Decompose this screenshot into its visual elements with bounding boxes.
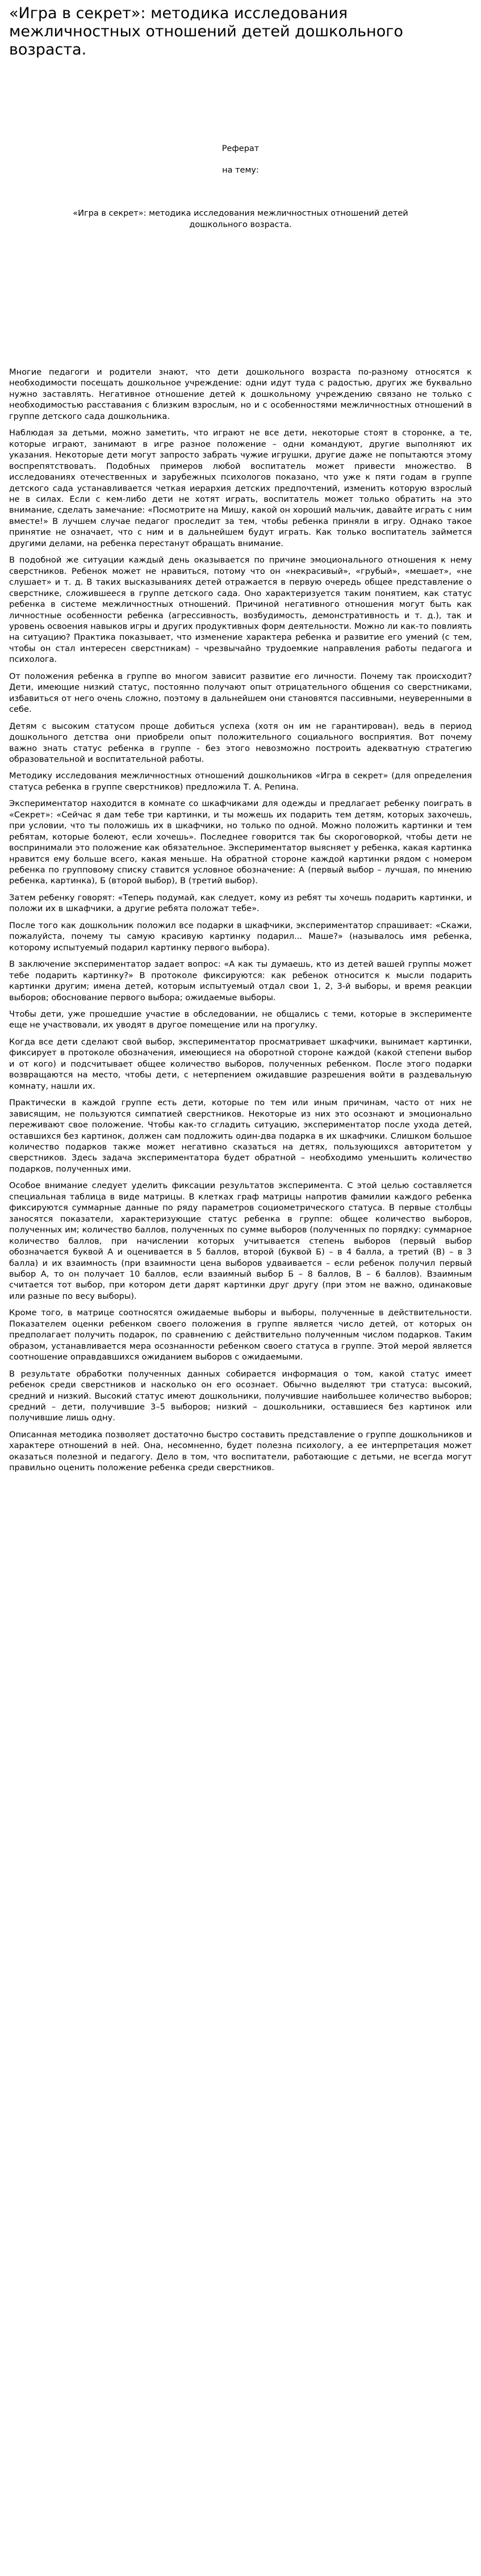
paragraph: В заключение экспериментатор задает вопрос: «А как ты думаешь, кто из детей вашей группы может тебе подарить картинку?» В протоколе фиксируются: как ребенок относится к мысли подарить картинки другим; имена детей, которым испытуемый отдал свои 1, 2, 3-й выборы, и время реакции выборов; обоснование первого выбора; ожидаемые выборы. bbox=[9, 959, 472, 1002]
page-title: «Игра в секрет»: методика исследования межличностных отношений детей дошкольного возраста. bbox=[9, 5, 403, 58]
paragraph: Практически в каждой группе есть дети, которые по тем или иным причинам, часто от них не зависящим, не пользуются симпатией сверстников. Некоторые из них это осознают и эмоционально переживают свое положение. Чтобы как-то сгладить ситуацию, экспериментатор после ухода детей, оставшихся без картинок, должен сам подложить один-два подарка в их шкафчики. Слишком большое количество подарков также может негативно сказаться на детях, пользующихся авторитетом у сверстников. Здесь задача экспериментатора будет обратной – необходимо уменьшить количество подарков, полученных ими. bbox=[9, 1098, 472, 1174]
topic-label: на тему: bbox=[222, 166, 259, 175]
paragraph: В результате обработки полученных данных собирается информация о том, какой статус имеет ребенок среди сверстников и насколько он его осознает. Обычно выделяют три статуса: высокий, средний и низкий. Высокий статус имеют дошкольники, получившие наибольшее количество выборов; средний – дети, получившие 3–5 выборов; низкий – дошкольники, оставшиеся без картинок или получившие лишь одну. bbox=[9, 1369, 472, 1423]
paragraph: Детям с высоким статусом проще добиться успеха (хотя он им не гарантирован), ведь в период дошкольного детства они приобрели опыт положительного социального восприятия. Вот почему важно знать статус ребенка в группе - без этого невозможно построить адекватную стратегию образовательной и воспитательной работы. bbox=[9, 721, 472, 764]
paragraph: Экспериментатор находится в комнате со шкафчиками для одежды и предлагает ребенку поиграть в «Секрет»: «Сейчас я дам тебе три картинки, и ты можешь их подарить тем детям, которых захочешь, при условии, что ты положишь их в шкафчики, но только по одной. Можно положить картинки и тем ребятам, которые болеют, если хочешь». Последнее говорится так бы скороговоркой, чтобы дети не воспринимали это положение как обязательное. Экспериментатор выясняет у ребенка, какая картинка нравится ему больше всего, какая меньше. На обратной стороне каждой картинки рядом с номером ребенка по групповому списку ставится условное обозначение: А (первый выбор – лучшая, по мнению ребенка, картинка), Б (второй выбор), В (третий выбор). bbox=[9, 799, 472, 886]
referat-label: Реферат bbox=[221, 144, 260, 153]
paragraph: В подобной же ситуации каждый день оказывается по причине эмоционального отношения к нему сверстников. Ребенок может не нравиться, потому что он «некрасивый», «грубый», «мешает», «не слушает» и т. д. В таких высказываниях детей отражается в первую очередь общее представление о сверстнике, сложившееся в группе детского сада. Оно характеризуется таким понятием, как статус ребенка в системе межличностных отношений. Причиной негативного отношения могут быть как личностные особенности ребенка (агрессивность, возбудимость, демонстративность и т. д.), так и уровень освоения навыков игры и других продуктивных форм деятельности. Можно ли как-то повлиять на ситуацию? Практика показывает, что изменение характера ребенка и развитие его умений (с тем, чтобы он стал интересен сверстникам) – чрезвычайно трудоемкие направления работы педагога и психолога. bbox=[9, 555, 472, 665]
paragraph: Многие педагоги и родители знают, что дети дошкольного возраста по-разному относятся к необходимости посещать дошкольное учреждение: одни идут туда с радостью, других же буквально нужно заставлять. Негативное отношение детей к дошкольному учреждению связано не только с необходимостью расставания с близким взрослым, но и с особенностями межличностных отношений в группе детского сада дошкольника. bbox=[9, 367, 472, 421]
paragraph: Методику исследования межличностных отношений дошкольников «Игра в секрет» (для определения статуса ребенка в группе сверстников) предложила Т. А. Репина. bbox=[9, 771, 472, 792]
paragraph: От положения ребенка в группе во многом зависит развитие его личности. Почему так происходит? Дети, имеющие низкий статус, постоянно получают опыт отрицательного общения со сверстниками, избавиться от него очень сложно, поэтому в дальнейшем они становятся пассивными, неуверенными в себе. bbox=[9, 671, 472, 715]
topic-text: «Игра в секрет»: методика исследования межличностных отношений детей дошкольного возраста. bbox=[73, 209, 408, 229]
paragraph: Наблюдая за детьми, можно заметить, что играют не все дети, некоторые стоят в сторонке, а те, которые играют, занимают в игре разное положение – одни командуют, другие выполняют их указания. Некоторые дети могут запросто забрать чужие игрушки, другие даже не попытаются этому воспрепятствовать. Подобных примеров любой воспитатель может привести множество. В исследованиях отечественных и зарубежных психологов показано, что уже к пяти годам в группе детского сада устанавливается четкая иерархия детских предпочтений, изменить которую взрослый не в силах. Если с кем-либо дети не хотят играть, воспитатель может только обратить на это внимание, сделать замечание: «Посмотрите на Мишу, какой он хороший мальчик, давайте играть с ним вместе!» В лучшем случае педагог проследит за тем, чтобы ребенка приняли в игру. Однако такое принятие не означает, что с ним и в дальнейшем будут играть. Как только воспитатель займется другими делами, на ребенка перестанут обращать внимание. bbox=[9, 428, 472, 548]
paragraph: Чтобы дети, уже прошедшие участие в обследовании, не общались с теми, которые в эксперименте еще не участвовали, их уводят в другое помещение или на прогулку. bbox=[9, 1009, 472, 1030]
paragraph: Описанная методика позволяет достаточно быстро составить представление о группе дошкольников и характере отношений в ней. Она, несомненно, будет полезна психологу, а ее интерпретация может оказаться полезной и педагогу. Дело в том, что воспитатели, работающие с детьми, не всегда могут правильно оценить положение ребенка среди сверстников. bbox=[9, 1429, 472, 1473]
document-body bbox=[9, 367, 472, 1474]
paragraph: Затем ребенку говорят: «Теперь подумай, как следует, кому из ребят ты хочешь подарить картинки, и положи их в шкафчики, а другие ребята положат тебе». bbox=[9, 892, 472, 914]
paragraph: Когда все дети сделают свой выбор, экспериментатор просматривает шкафчики, вынимает картинки, фиксирует в протоколе обозначения, имеющиеся на оборотной стороне каждой (какой степени выбор и от кого) и подсчитывает общее количество выборов, полученных ребенком. После этого подарки возвращаются на место, чтобы дети, с нетерпением ожидавшие разрешения войти в раздевальную комнату, нашли их. bbox=[9, 1037, 472, 1091]
paragraph: Особое внимание следует уделить фиксации результатов эксперимента. С этой целью составляется специальная таблица в виде матрицы. В клетках граф матрицы напротив фамилии каждого ребенка фиксируются суммарные данные по ряду параметров социометрического статуса. В первые столбцы заносятся показатели, характеризующие статус ребенка в группе: общее количество выборов, полученных им; количество баллов, полученных по сумме выборов (полученных по порядку: суммарное количество баллов, при начислении которых учитывается степень выборов (первый выбор обозначается буквой А и оценивается в 5 баллов, второй (буквой Б) – в 4 балла, а третий (В) – в 3 балла) и их взаимность (при взаимности цена выборов удваивается – если ребенок получил первый выбор А, то он получает 10 баллов, если взаимный выбор Б – 8 баллов, В – 6 баллов). Взаимным считается тот выбор, при котором дети дарят картинки друг другу (при этом не важно, одинаковые или разные по весу выборы). bbox=[9, 1181, 472, 1301]
paragraph: Кроме того, в матрице соотносятся ожидаемые выборы и выборы, полученные в действительности. Показателем оценки ребенком своего положения в группе является число детей, от которых он предполагает получить подарок, по сравнению с действительно полученным числом подарков. Таким образом, устанавливается мера осознанности ребенком своего статуса в группе. Этой мерой является соотношение оправдавшихся ожиданием выборов с ожидаемыми. bbox=[9, 1308, 472, 1362]
paragraph: После того как дошкольник положил все подарки в шкафчики, экспериментатор спрашивает: «Скажи, пожалуйста, почему ты самую красивую картинку подарил... Маше?» (называлось имя ребенка, которому испытуемый подарил картинку первого выбора). bbox=[9, 920, 472, 953]
